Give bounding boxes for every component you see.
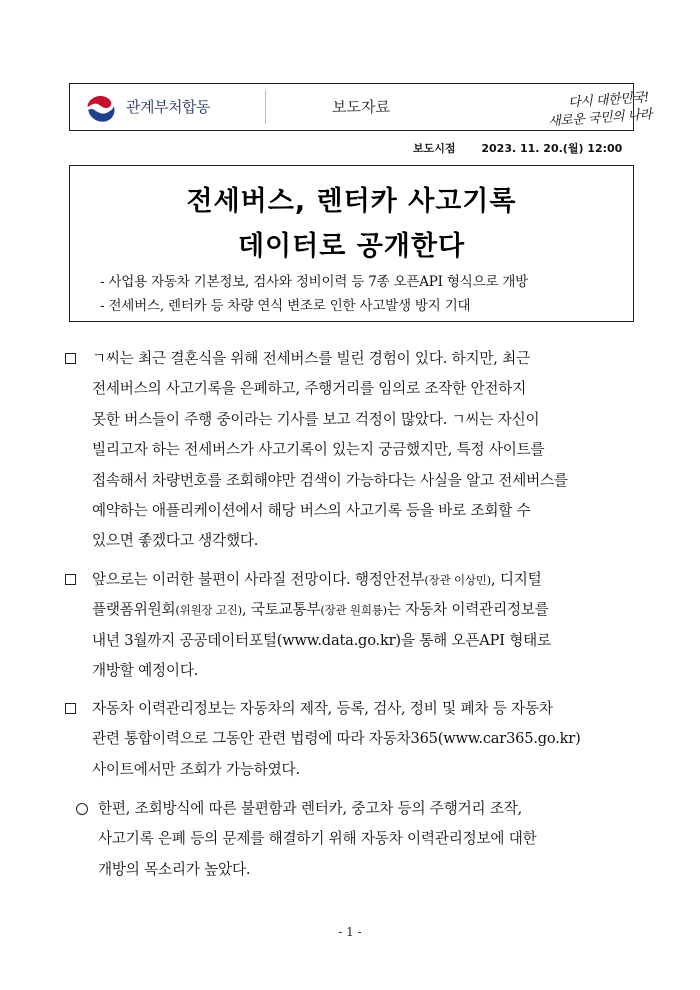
body-paragraph-1 bbox=[62, 344, 642, 557]
square-bullet-icon bbox=[65, 574, 76, 585]
slogan-logo bbox=[538, 88, 673, 128]
ministry-name: 관계부처합동 bbox=[126, 98, 210, 116]
body-paragraph-2 bbox=[62, 565, 642, 687]
headline-line-2: 데이터로 공개한다 bbox=[237, 231, 466, 262]
release-label: 보도시점 bbox=[413, 142, 456, 155]
paragraph-line: 전세버스의 사고기록을 은폐하고, 주행거리를 임의로 조작한 안전하지 bbox=[92, 380, 527, 398]
square-bullet-icon bbox=[65, 353, 76, 364]
paragraph-line: 내년 3월까지 공공데이터포털(www.data.go.kr)을 통해 오픈API 형태로 bbox=[92, 631, 551, 649]
paragraph-line: ㄱ씨는 최근 결혼식을 위해 전세버스를 빌린 경험이 있다. 하지만, 최근 bbox=[92, 350, 530, 367]
paragraph-line: 사고기록 은폐 등의 문제를 해결하기 위해 자동차 이력관리정보에 대한 bbox=[98, 830, 537, 848]
header-box bbox=[69, 83, 653, 131]
slogan-line-1: 다시 대한민국! bbox=[567, 90, 650, 111]
paragraph-line: 개방할 예정이다. bbox=[92, 662, 199, 680]
slogan-line-2: 새로운 국민의 나라 bbox=[547, 107, 653, 130]
paragraph-line: 개방의 목소리가 높았다. bbox=[98, 860, 251, 878]
paragraph-line: 관련 통합이력으로 그동안 관련 법령에 따라 자동차365(www.car365.go.kr) bbox=[92, 730, 581, 748]
taegeuk-emblem-icon bbox=[84, 91, 118, 125]
release-time bbox=[413, 140, 622, 158]
paragraph-line: 한편, 조회방식에 따른 불편함과 렌터카, 중고차 등의 주행거리 조작, bbox=[98, 800, 523, 817]
body-paragraph-4 bbox=[62, 794, 642, 885]
paragraph-line: 사이트에서만 조회가 가능하였다. bbox=[92, 760, 300, 778]
square-bullet-icon bbox=[65, 703, 76, 714]
body-paragraph-3 bbox=[62, 694, 642, 785]
headline-line-1: 전세버스, 렌터카 사고기록 bbox=[186, 186, 517, 217]
header-divider bbox=[265, 90, 266, 124]
circle-bullet-icon bbox=[76, 803, 88, 815]
paragraph-line: 앞으로는 이러한 불편이 사라질 전망이다. 행정안전부(장관 이상민), 디지털 bbox=[92, 571, 542, 588]
paragraph-line: 플랫폼위원회(위원장 고진), 국토교통부(장관 원희룡)는 자동차 이력관리정보를 bbox=[92, 601, 549, 619]
paragraph-line: 예약하는 애플리케이션에서 해당 버스의 사고기록 등을 바로 조회할 수 bbox=[92, 502, 531, 520]
release-datetime: 2023. 11. 20.(월) 12:00 bbox=[481, 142, 623, 155]
paragraph-line: 접속해서 차량번호를 조회해야만 검색이 가능하다는 사실을 알고 전세버스를 bbox=[92, 471, 568, 489]
paragraph-line: 못한 버스들이 주행 중이라는 기사를 보고 걱정이 많았다. ㄱ씨는 자신이 bbox=[92, 410, 540, 428]
paragraph-line: 있으면 좋겠다고 생각했다. bbox=[92, 532, 259, 550]
subheading-2: - 전세버스, 렌터카 등 차량 연식 변조로 인한 사고발생 방지 기대 bbox=[100, 298, 471, 314]
paragraph-line: 빌리고자 하는 전세버스가 사고기록이 있는지 궁금했지만, 특정 사이트를 bbox=[92, 441, 545, 459]
page-number: - 1 - bbox=[338, 925, 362, 939]
document-type: 보도자료 bbox=[332, 98, 390, 116]
title-box bbox=[69, 165, 634, 322]
subheading-1: - 사업용 자동차 기본정보, 검사와 정비이력 등 7종 오픈API 형식으로 개방 bbox=[100, 274, 529, 290]
paragraph-line: 자동차 이력관리정보는 자동차의 제작, 등록, 검사, 정비 및 폐차 등 자동차 bbox=[92, 700, 553, 717]
